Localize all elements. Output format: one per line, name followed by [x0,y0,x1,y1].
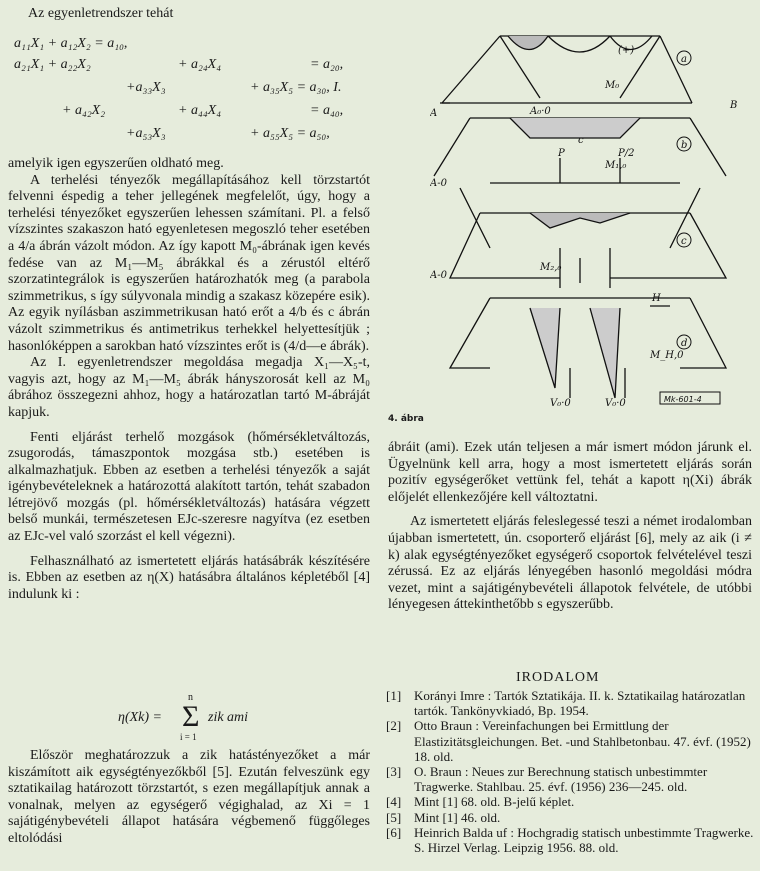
paragraph: Az ismertetett eljárás feleslegessé teszi a német irodalomban újabban ismertetett, ún. csoporterő eljárást [6], mely az aik (i ≠ k) alak egységtényezőket egységerő csoportok felvételével teszi zérussá. Ez az eljárás lényegében hasonló megoldási módra vezet, mint a sajátigénybevételi állapotok felvétele, de utóbbi lényegesen áttekinthetőbb s egyszerűbb. [388,514,752,613]
figure-stamp: Mk-601-4 [664,395,702,404]
paragraph: Felhasználható az ismertetett eljárás hatásábrák készítésére is. Ebben az esetben az η(X) hatásábra általános képletéből [4] indulunk ki : [8,553,370,602]
label-plus: (+) [618,45,635,56]
label-a0-top: A₀·0 [530,106,551,117]
label-a: a [681,54,687,65]
paragraph: Fenti eljárást terhelő mozgások (hőmérsékletváltozás, zsugorodás, támaszpontok mozgása stb.) esetében is alkalmazhatjuk. Ebben az esetben a terhelési tényezők a saját igénybevételeknek a határozottá alakított tartón, tehát szabadon létrejövő mozgás (pl. hőmérsékletváltozás) hatására végzett belső munkái, természetesen EJc-szeresre nagyítva (ez esetben az EJc-vel való szorzást el kell végezni). [8,429,370,545]
reference-item [386,718,754,764]
formula-lhs: η(Xk) = [118,710,162,725]
paragraph: A terhelési tényezők megállapításához kell törzstartót felvenni éspedig a teher jellegének megfelelőt, úgy, hogy a terhelési tényezőket egyszerűen lehessen számítani. Pl. a felső vízszintes szakaszon ható egyenletesen megoszló teher esetében a 4/a ábrán vázolt módon. Az így kapott M₀-ábrának igen kevés fedése van az M₁—M₅ ábrákkal és a zérustól eltérő szorzatintegrálok is egyszerűen határozhatók meg (a parabola szimmetrikus, s így súlyvonala mindig a szakasz közepére esik). Az egyik nyílásban aszimmetrikusan ható erőt a 4/b és c ábrán vázolt szimmetrikus és antimetrikus terhekkel helyettesítjük ; hasonlóképpen a sarokban ható vízszintes erőt is (4/d—e ábrák). [8,172,370,354]
label-v0b: V₀·0 [605,398,626,408]
eq-row-5a: +a₅₃X₃ [126,126,166,141]
label-h: H [652,293,661,304]
left-column-bottom [8,748,370,848]
reference-number: [1] [386,688,402,703]
formula-rhs: zik ami [208,710,249,725]
figure-caption: 4. ábra [388,414,424,424]
reference-text: Korányi Imre : Tartók Sztatikája. II. k. Sztatikailag határozatlan tartók. Tankönyvkiadó, Bp. 1954. [414,688,746,719]
structural-diagram [430,8,750,408]
paragraph: amelyik igen egyszerűen oldható meg. [8,156,224,171]
paragraph: ábráit (ami). Ezek után teljesen a már ismert módon járunk el. Ügyelnünk kell arra, hogy a most ismertetett eljárás során pozitív egységerőket vettünk fel, tehát a kapott η(Xi) ábrák előjelét ellenkezőjére kell változtatni. [388,440,752,505]
paragraph: Először meghatározzuk a zik hatástényezőket a már kiszámított aik egységtényezőkből [5]. Ezután felveszünk egy sztatikailag határozott törzstartót, s ezen megállapítjuk annak a vonalnak, melyen az egységerő végighalad, az Xi = 1 sajátigénybevételi állapot hatására végbemenő függőleges eltolódási [8,748,370,846]
reference-item [386,688,754,718]
right-column [388,440,752,614]
reference-item [386,764,754,794]
intro-line: Az egyenletrendszer tehát [28,6,174,21]
reference-item [386,825,754,855]
reference-number: [5] [386,809,402,825]
eq-row-4a: + a₄₂X₂ [62,103,106,118]
label-p: P [558,148,565,159]
label-c: c [578,135,584,146]
reference-text: Mint [1] 46. old. [414,809,501,825]
label-m10: M₁,₀ [605,160,627,171]
eq-row-1: a₁₁X₁ + a₁₂X₂ = a₁₀, [14,36,128,51]
reference-number: [2] [386,718,402,734]
references-title: IRODALOM [516,670,600,685]
reference-text: Mint [1] 68. old. B-jelű képlet. [414,794,575,810]
reference-text: O. Braun : Neues zur Berechnung statisch unbestimmter Tragwerke. Stahlbau. 25. évf. (1956) 236—245. old. [414,764,708,795]
label-a-left: A [430,108,438,119]
eq-row-3b: + a₃₅X₅ = a₃₀, I. [250,80,342,95]
label-a0-c: A-0 [430,270,447,281]
eq-row-5b: + a₅₅X₅ = a₅₀, [250,126,330,141]
label-mh0: M_H,0 [650,350,684,361]
paragraph: Az I. egyenletrendszer megoldása megadja X₁—X₅-t, vagyis azt, hogy az M₁—M₅ ábrák hányszorosát kell az M₀ ábrához összegezni ahhoz, hogy a határozatlan tartó M-ábráját kapjuk. [8,355,370,420]
reference-item [386,794,754,809]
eq-row-3a: +a₃₃X₃ [126,80,166,95]
reference-number: [4] [386,794,402,810]
label-v0: V₀·0 [550,398,571,408]
formula [118,694,268,744]
reference-text: Heinrich Balda uf : Hochgradig statisch unbestimmte Tragwerke. S. Hirzel Verlag. Leipzig 1956. 88. old. [414,824,754,856]
label-d: d [681,338,688,349]
reference-text: Otto Braun : Vereinfachungen bei Ermittlung der Elastizitätsgleichungen. Bet. -und Stahlbetonbau. 47. évf. (1952) 18. old. [414,718,751,764]
formula-sum: Σ [182,700,200,733]
label-c: c [681,236,687,247]
formula-sum-top: n [188,692,193,703]
formula-sum-bottom: i = 1 [180,732,197,742]
left-column [8,156,370,603]
eq-row-4b: + a₄₄X₄ [178,103,222,118]
label-b: b [681,140,688,151]
eq-row-2b: + a₂₄X₄ [178,57,222,72]
label-m20: M₂,₀ [540,262,562,273]
label-b-right: B [730,100,738,111]
figure-4 [430,8,750,413]
eq-row-4c: = a₄₀, [310,103,344,118]
label-a0-b: A-0 [430,178,447,189]
reference-number: [6] [386,824,402,840]
reference-item [386,810,754,825]
eq-row-2a: a₂₁X₁ + a₂₂X₂ [14,57,91,72]
reference-number: [3] [386,764,402,780]
references-list [386,688,754,855]
label-m0: M₀ [605,80,620,91]
eq-row-2c: = a₂₀, [310,57,344,72]
intro-text [8,6,370,23]
label-p2: P/2 [618,148,635,159]
